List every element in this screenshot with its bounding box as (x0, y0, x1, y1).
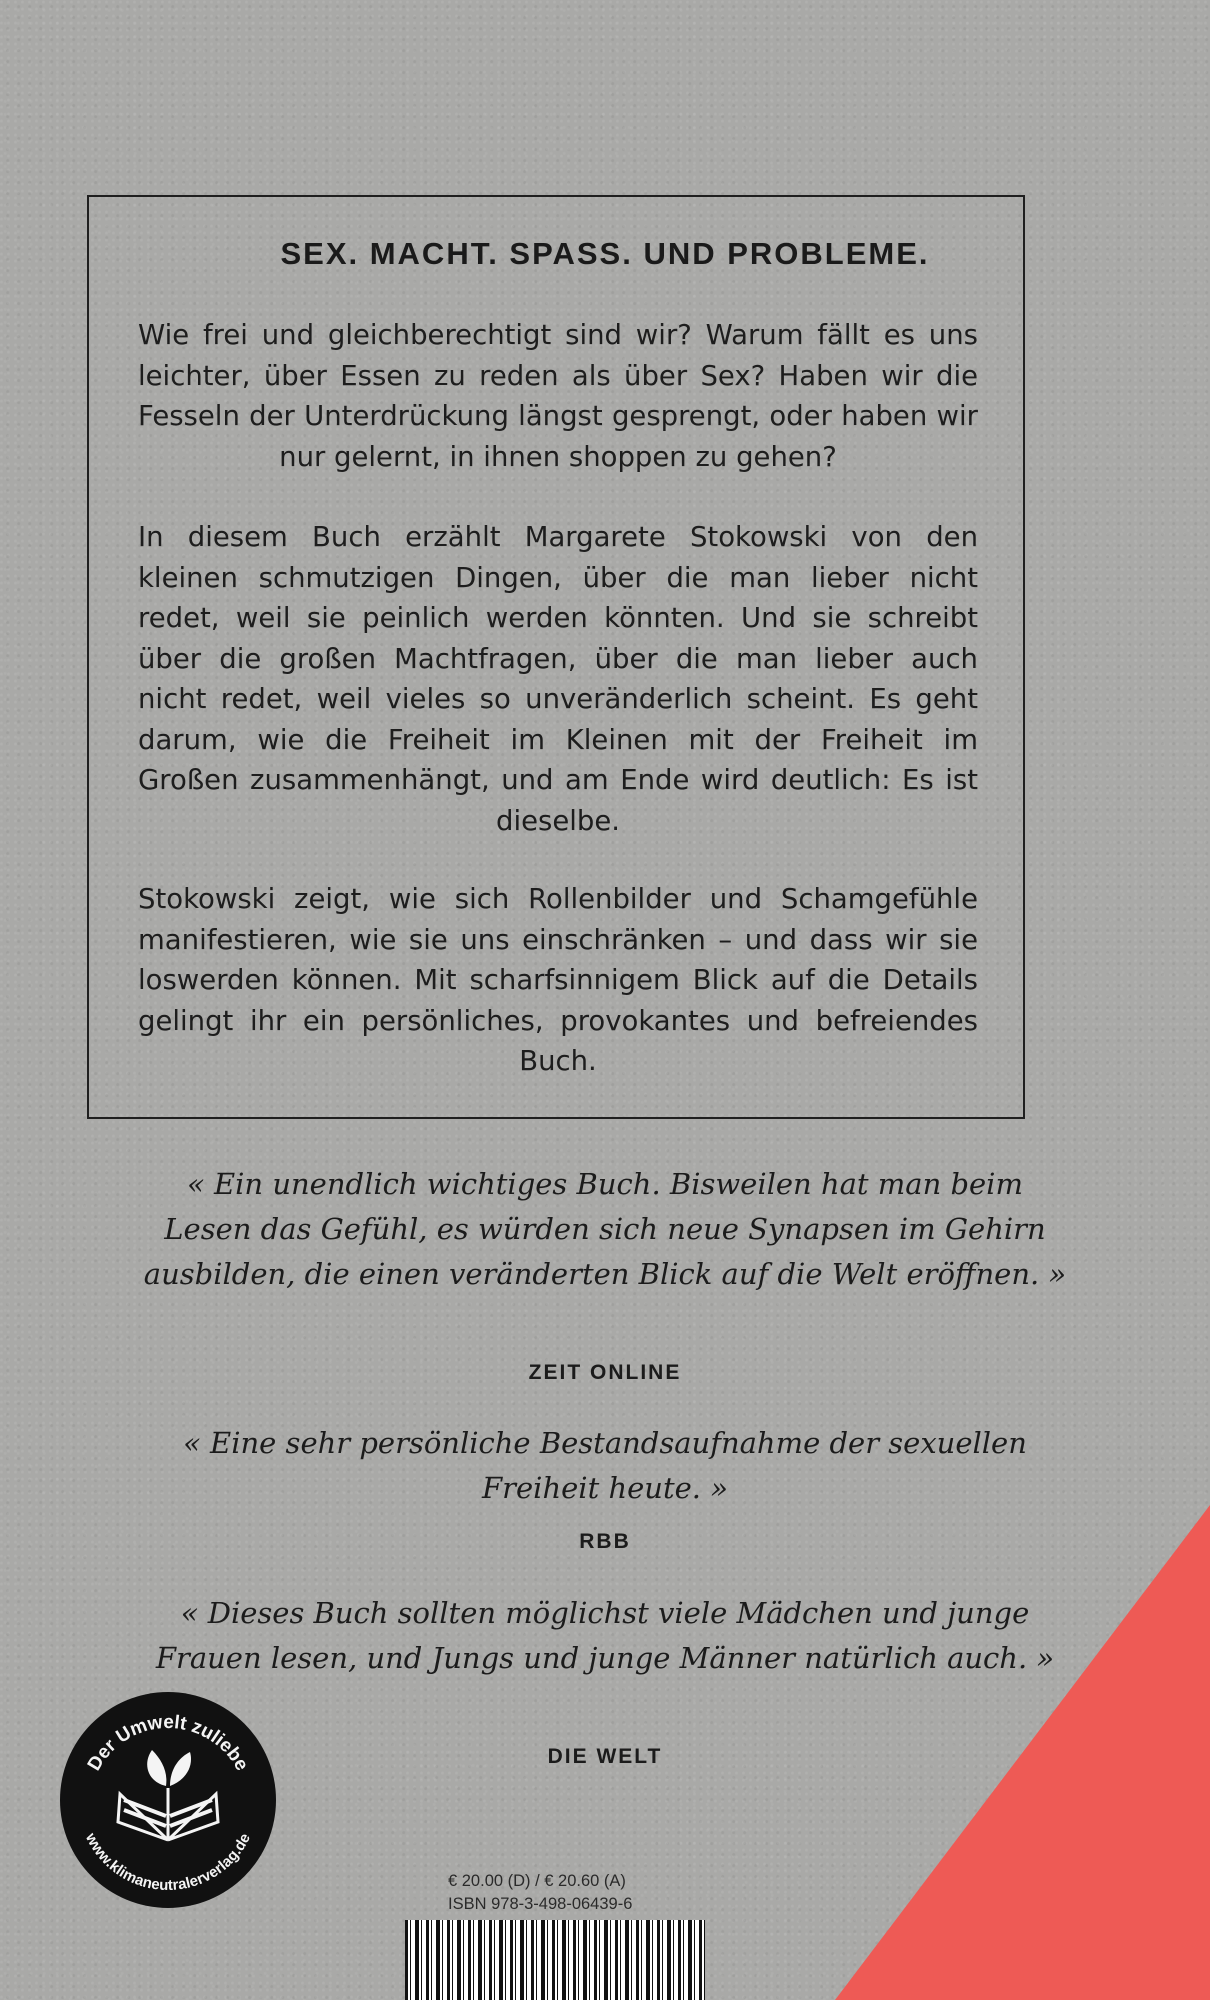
headline: SEX. MACHT. SPASS. UND PROBLEME. (280, 236, 930, 271)
review-quote-3: « Dieses Buch sollten möglichst viele Mädchen und junge Frauen lesen, und Jungs und junge Männer natürlich auch. » (155, 1596, 1055, 1675)
blurb-paragraph-2: In diesem Buch erzählt Margarete Stokowski von den kleinen schmutzigen Dingen, über die man lieber nicht redet, weil sie peinlich werden könnten. Und sie schreibt über die großen Machtfragen, über die man lieber auch nicht redet, weil vieles so unveränderlich scheint. Es geht darum, wie die Freiheit im Kleinen mit der Freiheit im Großen zusammenhängt, und am Ende wird deutlich: Es ist dieselbe. (138, 521, 978, 837)
price-text: € 20.00 (D) / € 20.60 (A) (448, 1872, 626, 1890)
review-quote-2: « Eine sehr persönliche Bestandsaufnahme der sexuellen Freiheit heute. » (183, 1426, 1027, 1505)
review-source-2: RBB (579, 1530, 631, 1553)
review-source-1: ZEIT ONLINE (528, 1361, 682, 1384)
seal-bottom-text: www.klimaneutralerverlag.de (82, 1830, 254, 1895)
barcode (405, 1920, 705, 2000)
isbn-text: ISBN 978-3-498-06439-6 (448, 1895, 633, 1913)
price-info (448, 1870, 632, 1916)
blurb-paragraph-1: Wie frei und gleichberechtigt sind wir? Warum fällt es uns leichter, über Essen zu reden als über Sex? Haben wir die Fesseln der Unterdrückung längst gesprengt, oder haben wir nur gelernt, in ihnen shoppen zu gehen? (138, 319, 978, 473)
blurb-paragraph-3: Stokowski zeigt, wie sich Rollenbilder und Schamgefühle manifestieren, wie sie uns einschränken – und dass wir sie loswerden können. Mit scharfsinnigem Blick auf die Details gelingt ihr ein persönliches, provokantes und befreiendes Buch. (138, 883, 978, 1077)
climate-neutral-seal (58, 1690, 278, 1910)
review-quote-1: « Ein unendlich wichtiges Buch. Bisweilen hat man beim Lesen das Gefühl, es würden sich neue Synapsen im Gehirn ausbilden, die einen veränderten Blick auf die Welt eröffnen. » (143, 1167, 1067, 1291)
review-source-3: DIE WELT (547, 1745, 663, 1768)
seal-top-text: Der Umwelt zuliebe (83, 1711, 253, 1775)
